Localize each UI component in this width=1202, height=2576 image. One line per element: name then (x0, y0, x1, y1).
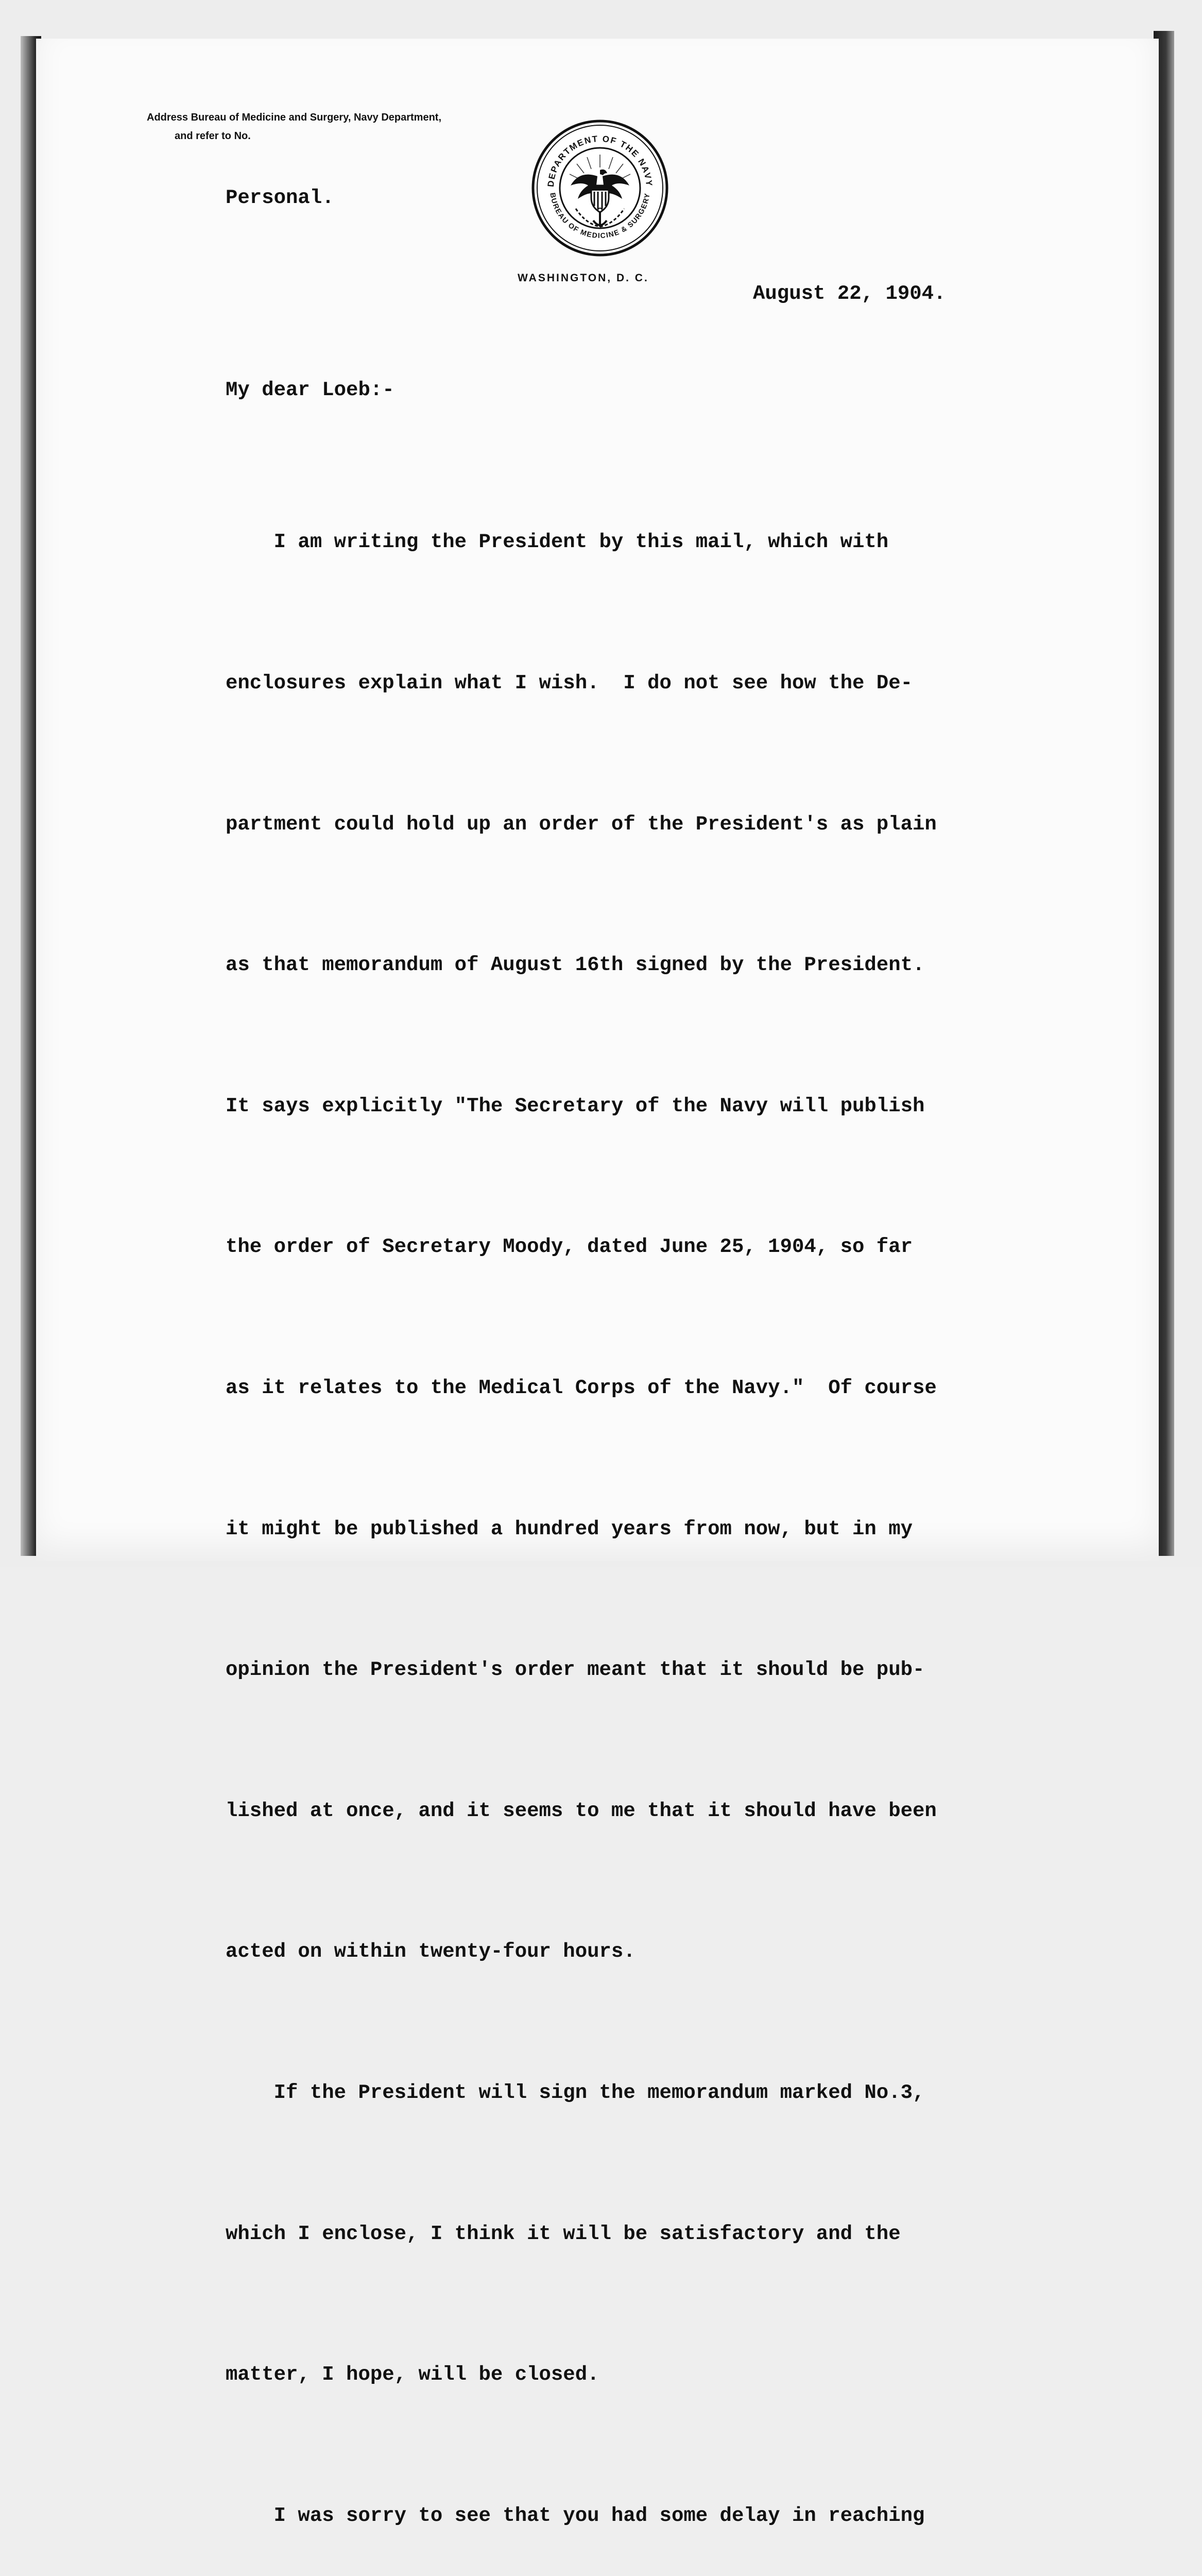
body-line: partment could hold up an order of the President's as plain (226, 812, 937, 836)
place-heading: WASHINGTON, D. C. (518, 272, 649, 284)
letterhead-line-1: Address Bureau of Medicine and Surgery, Navy Department, (147, 112, 442, 123)
svg-text:BUREAU OF MEDICINE & SURGERY: BUREAU OF MEDICINE & SURGERY (548, 192, 651, 240)
body-line: the order of Secretary Moody, dated June 25, 1904, so far (226, 1235, 913, 1259)
body-line: opinion the President's order meant that it should be pub- (226, 1658, 925, 1682)
body-line: matter, I hope, will be closed. (226, 2363, 599, 2386)
navy-seal-icon (530, 118, 669, 258)
letter-date: August 22, 1904. (753, 282, 946, 305)
body-line: If the President will sign the memorandum marked No.3, (226, 2081, 925, 2104)
letterhead-line-2: and refer to No. (175, 130, 251, 142)
body-line: I was sorry to see that you had some delay in reaching (226, 2504, 925, 2527)
body-line: it might be published a hundred years from now, but in my (226, 1517, 913, 1540)
personal-marking: Personal. (226, 187, 334, 209)
body-line: as that memorandum of August 16th signed by the President. (226, 954, 925, 977)
salutation: My dear Loeb:- (226, 379, 394, 401)
body-line: lished at once, and it seems to me that it should have been (226, 1799, 937, 1822)
body-line: I am writing the President by this mail, which with (226, 531, 889, 554)
body-line: It says explicitly "The Secretary of the Navy will publish (226, 1094, 925, 1117)
letterhead-address (147, 108, 441, 145)
body-line: acted on within twenty-four hours. (226, 1940, 636, 1963)
body-line: enclosures explain what I wish. I do not see how the De- (226, 672, 913, 694)
body-line: as it relates to the Medical Corps of the Navy." Of course (226, 1376, 937, 1399)
body-line: which I enclose, I think it will be satisfactory and the (226, 2222, 901, 2245)
svg-text:DEPARTMENT OF THE NAVY: DEPARTMENT OF THE NAVY (545, 133, 655, 188)
letter-body (226, 425, 937, 2576)
